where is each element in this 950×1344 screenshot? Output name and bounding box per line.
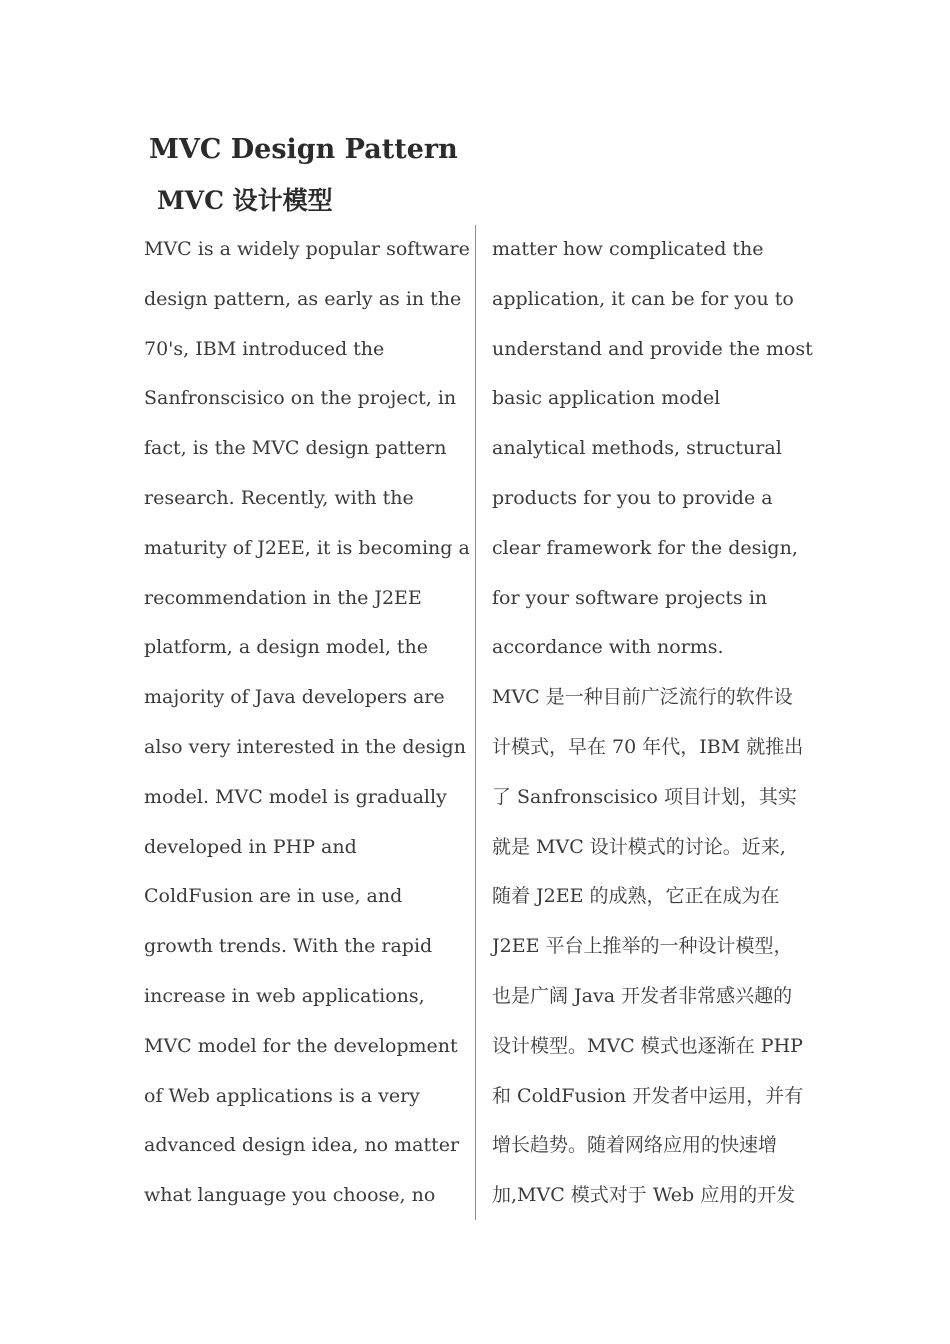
text-line: matter how complicated the (492, 238, 764, 260)
text-line: understand and provide the most (492, 337, 813, 360)
title-chinese: MVC 设计模型 (157, 186, 333, 215)
text-line: of Web applications is a very (144, 1084, 420, 1107)
text-line: 加,MVC 模式对于 Web 应用的开发 (492, 1184, 796, 1207)
text-line: developed in PHP and (144, 835, 357, 858)
text-line: maturity of J2EE, it is becoming a (144, 536, 470, 559)
column-divider (475, 225, 476, 1220)
text-line: products for you to provide a (492, 486, 773, 509)
text-line: increase in web applications, (144, 984, 425, 1007)
text-line: 增长趋势。随着网络应用的快速增 (492, 1134, 778, 1157)
text-line: 和 ColdFusion 开发者中运用，并有 (492, 1084, 804, 1107)
text-line: MVC 是一种目前广泛流行的软件设 (492, 686, 793, 709)
text-line: clear framework for the design, (492, 536, 798, 559)
text-line: model. MVC model is gradually (144, 785, 447, 808)
text-line: application, it can be for you to (492, 287, 794, 310)
text-line: research. Recently, with the (144, 486, 414, 509)
text-line: accordance with norms. (492, 636, 724, 659)
text-line: design pattern, as early as in the (144, 287, 462, 310)
title-english: MVC Design Pattern (149, 134, 458, 165)
text-line: recommendation in the J2EE (144, 586, 422, 609)
text-line: analytical methods, structural (492, 437, 782, 460)
text-line: ColdFusion are in use, and (144, 885, 403, 908)
text-line: advanced design idea, no matter (144, 1134, 460, 1157)
text-line: 设计模型。MVC 模式也逐渐在 PHP (492, 1034, 803, 1057)
text-line: 就是 MVC 设计模式的讨论。近来, (492, 835, 786, 858)
text-line: platform, a design model, the (144, 636, 429, 659)
text-line: majority of Java developers are (144, 686, 445, 709)
left-text-column (144, 225, 470, 1221)
right-text-column (492, 225, 812, 1221)
text-line: what language you choose, no (144, 1184, 436, 1207)
text-line: for your software projects in (492, 586, 768, 609)
text-line: fact, is the MVC design pattern (144, 437, 447, 460)
text-line: 随着 J2EE 的成熟，它正在成为在 (492, 885, 780, 908)
text-line: 了 Sanfronscisico 项目计划，其实 (492, 785, 797, 808)
text-line: growth trends. With the rapid (144, 935, 433, 958)
text-line: 也是广阔 Java 开发者非常感兴趣的 (492, 984, 793, 1007)
text-line: MVC is a widely popular software (144, 238, 470, 260)
text-line: also very interested in the design (144, 735, 466, 758)
text-line: MVC model for the development (144, 1034, 458, 1057)
text-line: Sanfronscisico on the project, in (144, 387, 457, 410)
text-line: 70's, IBM introduced the (144, 337, 385, 360)
text-line: basic application model (492, 387, 721, 410)
text-line: J2EE 平台上推举的一种设计模型， (492, 935, 793, 958)
text-line: 计模式，早在 70 年代，IBM 就推出 (492, 735, 804, 758)
